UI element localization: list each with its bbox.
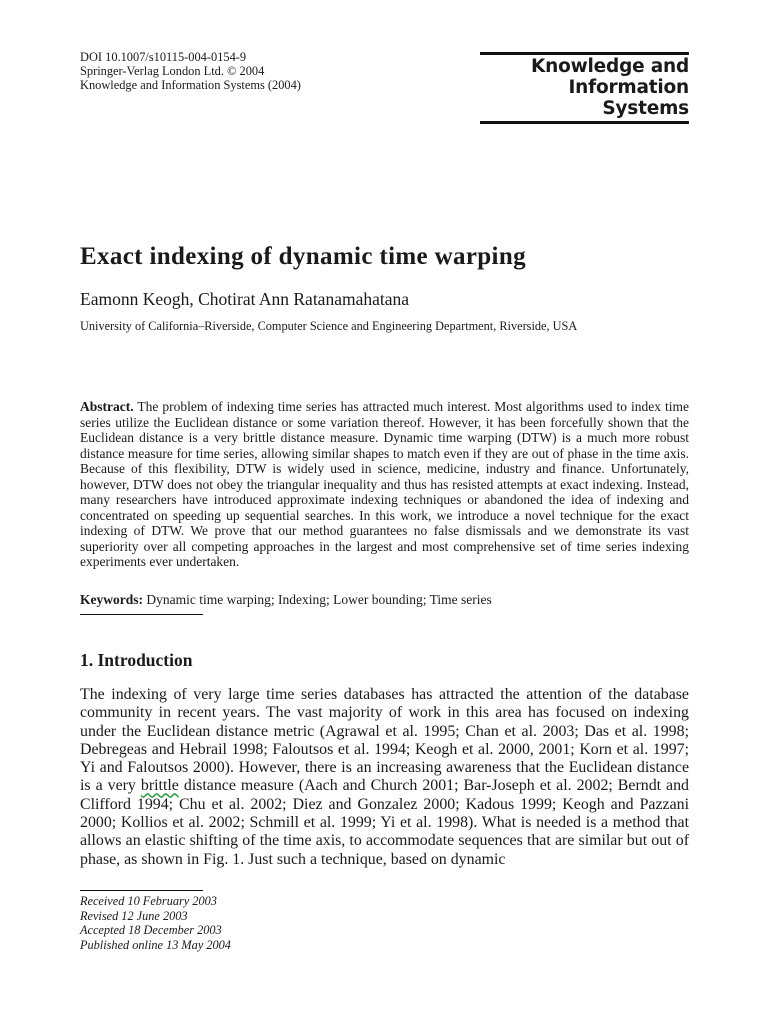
- doi-line: DOI 10.1007/s10115-004-0154-9: [80, 50, 247, 64]
- intro-text-part2: distance measure (Aach and Church 2001; Bar-Joseph et al. 2002; Berndt and Clifford 1994; Chu et al. 2002; Diez and Gonzalez 2000; Kadous 1999; Keogh and Pazzani 2000; Kollios et al. 2002; Schmill et al. 1999; Yi et al. 1998). What is needed is a method that allows an elastic shifting of the time axis, to accommodate sequences that are similar but out of phase, as shown in Fig. 1. Just such a technique, based on dynamic: [80, 777, 689, 868]
- introduction-paragraph: [80, 686, 689, 869]
- accepted-date: Accepted 18 December 2003: [80, 923, 222, 937]
- footnote-divider: [80, 890, 203, 891]
- intro-text-part1: The indexing of very large time series databases has attracted the attention of the database community in recent years. The vast majority of work in this area has focused on indexing under the Euclidean distance metric (Agrawal et al. 1995; Chan et al. 2003; Das et al. 1998; Debregeas and Hebrail 1998; Faloutsos et al. 1994; Keogh et al. 2000, 2001; Korn et al. 1997; Yi and Faloutsos 2000). However, there is an increasing awareness that the Euclidean distance is a very: [80, 686, 689, 795]
- publication-history: [80, 894, 231, 952]
- author-affiliation: University of California–Riverside, Computer Science and Engineering Department, Riverside, USA: [80, 319, 578, 333]
- keywords: [80, 592, 689, 608]
- paper-authors: Eamonn Keogh, Chotirat Ann Ratanamahatana: [80, 289, 410, 309]
- received-date: Received 10 February 2003: [80, 894, 217, 908]
- revised-date: Revised 12 June 2003: [80, 908, 188, 923]
- journal-logo-line1: Knowledge and: [531, 56, 689, 77]
- keywords-label: Keywords:: [80, 592, 143, 607]
- journal-logo: [480, 52, 689, 124]
- paper-title: Exact indexing of dynamic time warping: [80, 243, 526, 270]
- journal-logo-line2: Information Systems: [480, 77, 689, 124]
- journal-citation-line: Knowledge and Information Systems (2004): [80, 78, 301, 92]
- spellcheck-marked-word: brittle: [140, 777, 179, 795]
- keywords-text: Dynamic time warping; Indexing; Lower bounding; Time series: [146, 592, 492, 607]
- section-heading-introduction: 1. Introduction: [80, 650, 193, 670]
- publication-metadata: [80, 50, 301, 92]
- published-date: Published online 13 May 2004: [80, 937, 231, 952]
- abstract: [80, 399, 689, 570]
- abstract-text: The problem of indexing time series has attracted much interest. Most algorithms used to index time series utilize the Euclidean distance or some variation thereof. However, it has been forcefully shown that the Euclidean distance is a very brittle distance measure. Dynamic time warping (DTW) is a much more robust distance measure for time series, allowing similar shapes to match even if they are out of phase in the time axis. Because of this flexibility, DTW is widely used in science, medicine, industry and finance. Unfortunately, however, DTW does not obey the triangular inequality and thus has resisted attempts at exact indexing. Instead, many researchers have introduced approximate indexing techniques or abandoned the idea of indexing and concentrated on speeding up sequential searches. In this work, we introduce a novel technique for the exact indexing of DTW. We prove that our method guarantees no false dismissals and we demonstrate its vast superiority over all competing approaches in the largest and most comprehensive set of time series indexing experiments ever undertaken.: [80, 399, 689, 569]
- publisher-line: Springer-Verlag London Ltd. © 2004: [80, 64, 265, 78]
- abstract-divider: [80, 614, 203, 615]
- abstract-label: Abstract.: [80, 399, 134, 414]
